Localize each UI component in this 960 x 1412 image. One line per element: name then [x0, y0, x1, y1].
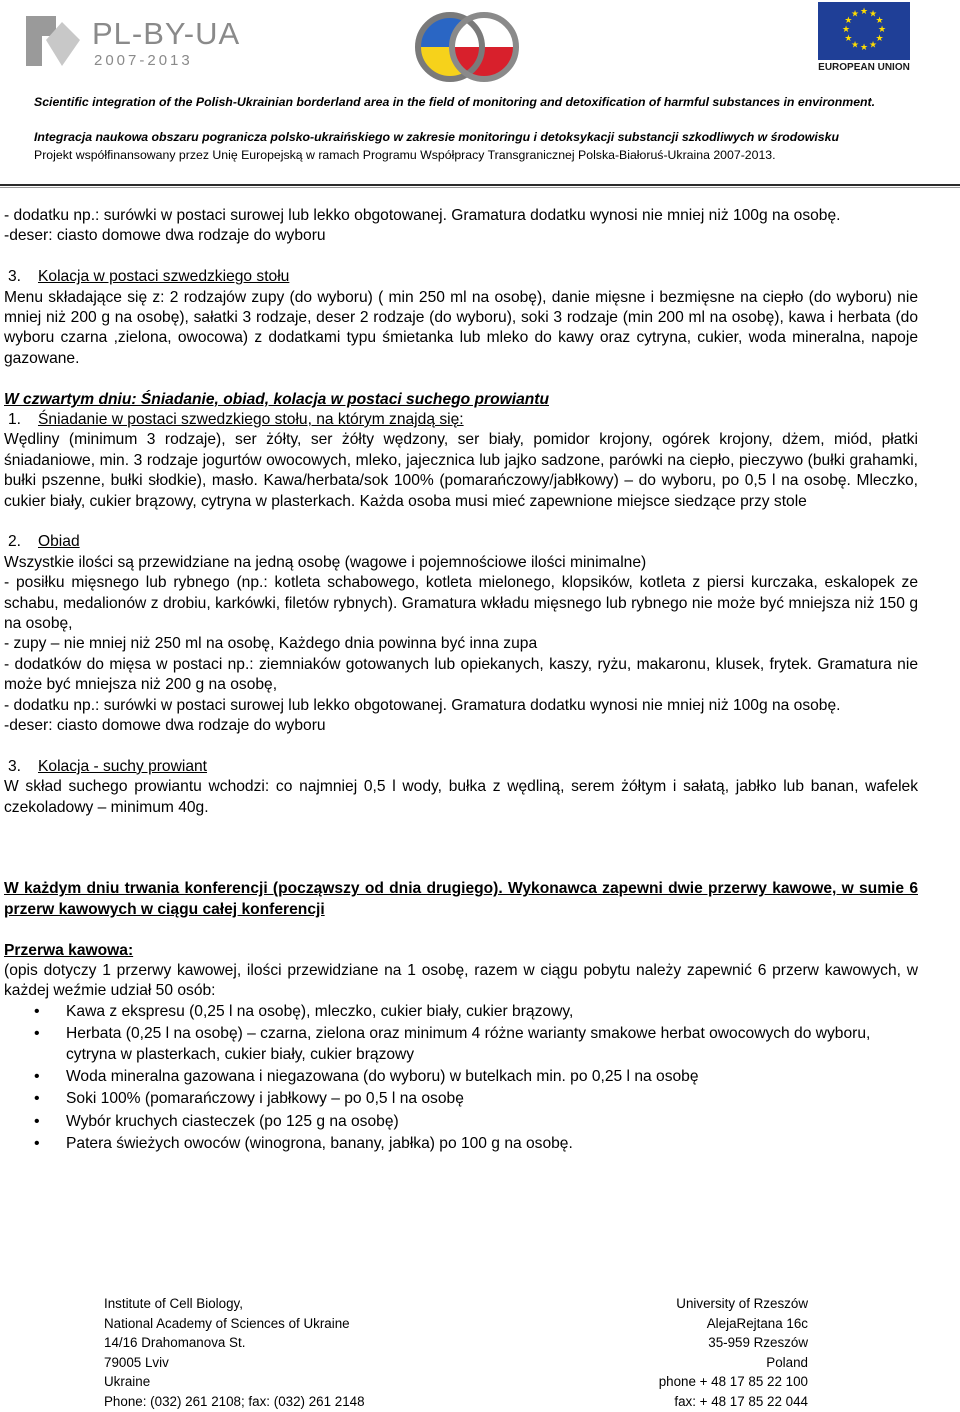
paragraph: Menu składające się z: 2 rodzajów zupy (do wyboru) ( min 250 ml na osobę), danie mięsne i bezmięsne na ciepło (do wyboru) nie mniej niż 200 g na osobę), sałatki 3 rodzaje, deser 2 rodzaje (do wyboru), soki 3 rodzaje (min 200 ml na osobę), kawa i herbata (do wyboru czarna ,zielona, owocowa) z dodatkami typu śmietanka lub mleko do kawy oraz cytryna, cukier, woda mineralna, napoje gazowane. — [4, 288, 918, 367]
section-heading — [4, 410, 918, 430]
eu-star-icon: ★ — [868, 8, 878, 19]
footer-line: fax: + 48 17 85 22 044 — [674, 1393, 808, 1409]
eu-star-icon: ★ — [859, 6, 869, 16]
section-heading — [4, 532, 918, 552]
paragraph: -deser: ciasto domowe dwa rodzaje do wyboru — [4, 717, 326, 735]
paragraph: Wszystkie ilości są przewidziane na jedną osobę (wagowe i pojemnościowe ilości minimalne) — [4, 553, 647, 571]
list-item: • Wybór kruchych ciasteczek (po 125 g na osobę) — [4, 1112, 918, 1132]
list-item: • Herbata (0,25 l na osobę) – czarna, zielona oraz minimum 4 różne warianty smakowe herbat owocowych do wyboru, cytryna w plasterkach, cukier biały, cukier brązowy — [4, 1024, 918, 1065]
coffee-break-list — [4, 1002, 918, 1155]
logo-name: PL-BY-UA — [92, 16, 241, 51]
footer-line: Institute of Cell Biology, — [104, 1296, 243, 1311]
footer-line: phone + 48 17 85 22 100 — [658, 1374, 808, 1390]
header-project-note: Projekt współfinansowany przez Unię Europejską w ramach Programu Współpracy Transgranicznej Polska-Białoruś-Ukraina 2007-2013. — [34, 148, 776, 162]
header-divider — [0, 184, 960, 188]
section-heading — [4, 267, 918, 287]
paragraph: - dodatku np.: surówki w postaci surowej lub lekko obgotowanej. Gramatura dodatku wynosi nie mniej niż 100g na osobę. — [4, 207, 841, 224]
coffee-break-heading: W każdym dniu trwania konferencji (począwszy od dnia drugiego). Wykonawca zapewni dwie przerwy kawowe, w sumie 6 przerw kawowych w ciągu całej konferencji — [4, 880, 918, 918]
section-title: Kolacja w postaci szwedzkiego stołu — [38, 268, 290, 286]
section-number: 3. — [8, 268, 22, 286]
section-title: Śniadanie w postaci szwedzkiego stołu, na którym znajdą się: — [38, 411, 464, 429]
list-item: • Kawa z ekspresu (0,25 l na osobę), mleczko, cukier biały, cukier brązowy, — [4, 1002, 918, 1022]
eu-star-icon: ★ — [859, 42, 869, 52]
pl-by-ua-logo — [22, 8, 241, 70]
section-heading — [4, 757, 918, 777]
footer-address-poland — [488, 1294, 808, 1412]
footer-line: 35-959 Rzeszów — [708, 1335, 808, 1351]
logo-years: 2007-2013 — [94, 52, 193, 69]
eu-star-icon: ★ — [841, 24, 851, 34]
paragraph: -deser: ciasto domowe dwa rodzaje do wyboru — [4, 227, 326, 245]
day-heading: W czwartym dniu: Śniadanie, obiad, kolacja w postaci suchego prowiantu — [4, 390, 550, 408]
paragraph: (opis dotyczy 1 przerwy kawowej, ilości przewidziane na 1 osobę, razem w ciągu pobytu należy zapewnić 6 przerw kawowych, w każdej weźmie udział 50 osób: — [4, 961, 918, 1000]
footer-line: 14/16 Drahomanova St. — [104, 1335, 246, 1351]
footer-line: Poland — [766, 1354, 808, 1370]
list-item: • Soki 100% (pomarańczowy i jabłkowy – po 0,5 l na osobę — [4, 1089, 918, 1109]
footer-line: Ukraine — [104, 1374, 151, 1390]
european-union-logo — [818, 2, 910, 74]
eu-caption: EUROPEAN UNION — [818, 62, 910, 73]
coffee-break-title: Przerwa kawowa: — [4, 941, 134, 959]
list-item: • Patera świeżych owoców (winogrona, banany, jabłka) po 100 g na osobę. — [4, 1134, 918, 1154]
footer-line: Phone: (032) 261 2108; fax: (032) 261 2148 — [104, 1393, 365, 1409]
paragraph: - posiłku mięsnego lub rybnego (np.: kotleta schabowego, kotleta mielonego, klopsików, kotleta z piersi kurczaka, eskalopek ze schabu, medalionów z drobiu, karkówki, filetów rybnych). Gramatura wkładu mięsnego lub rybnego nie może być mniejsza niż 150 g na osobę, — [4, 574, 918, 633]
eu-star-icon: ★ — [844, 15, 853, 25]
paragraph: W skład suchego prowiantu wchodzi: co najmniej 0,5 l wody, bułka z wędliną, serem żółtym i sałatą, jabłko lub banan, wafelek czekoladowy – minimum 40g. — [4, 778, 918, 816]
header-english-title: Scientific integration of the Polish-Ukrainian borderland area in the field of monitoring and detoxification of harmful substances in environment. — [34, 95, 876, 109]
list-item: • Woda mineralna gazowana i niegazowana (do wyboru) w butelkach min. po 0,25 l na osobę — [4, 1067, 918, 1087]
footer-line: AlejaRejtana 16c — [706, 1315, 808, 1331]
eu-star-icon: ★ — [875, 33, 884, 43]
pl-by-ua-emblem-icon — [22, 12, 84, 70]
eu-star-icon: ★ — [868, 39, 878, 50]
footer-address-ukraine — [104, 1294, 464, 1412]
eu-star-icon: ★ — [844, 33, 853, 43]
paragraph: - dodatku np.: surówki w postaci surowej lub lekko obgotowanej. Gramatura dodatku wynosi nie mniej niż 100g na osobę. — [4, 696, 841, 714]
eu-star-icon: ★ — [850, 8, 860, 19]
section-number: 1. — [8, 411, 22, 429]
header-polish-title: Integracja naukowa obszaru pogranicza polsko-ukraińskiego w zakresie monitoringu i detoksykacji substancji szkodliwych w środowisku — [34, 130, 839, 144]
eu-star-icon: ★ — [877, 24, 887, 34]
footer-line: National Academy of Sciences of Ukraine — [104, 1315, 350, 1331]
ukraine-poland-rings-icon — [412, 8, 522, 86]
paragraph: Wędliny (minimum 3 rodzaje), ser żółty, ser żółty wędzony, ser biały, pomidor krojony, ogórek krojony, dżem, miód, płatki śniadaniowe, min. 3 rodzaje jogurtów owocowych, mleko, jajecznica lub jajko sadzone, parówki na ciepło, pieczywo (bułki grahamki, bułki pszenne, bułki słodkie), masło. Kawa/herbata/sok 100% (pomarańczowy/jabłkowy) – do wyboru, po 0,5 l na osobę. Mleczko, cukier biały, cukier brązowy, cytryna w plasterkach. Każda osoba musi mieć zapewnione miejsce siedzące przy stole — [4, 431, 918, 510]
eu-star-icon: ★ — [850, 39, 860, 50]
section-number: 3. — [8, 757, 22, 775]
section-number: 2. — [8, 533, 22, 551]
eu-star-icon: ★ — [875, 15, 884, 25]
footer-line: 79005 Lviv — [104, 1354, 169, 1370]
footer-line: University of Rzeszów — [676, 1296, 808, 1311]
section-title: Obiad — [38, 533, 80, 551]
eu-flag-icon — [818, 2, 910, 60]
document-body — [4, 206, 918, 1155]
paragraph: - zupy – nie mniej niż 250 ml na osobę, Każdego dnia powinna być inna zupa — [4, 635, 538, 653]
paragraph: - dodatków do mięsa w postaci np.: ziemniaków gotowanych lub opiekanych, kaszy, ryżu, makaronu, klusek, frytek. Gramatura nie może być mniejsza niż 200 g na osobę, — [4, 655, 918, 694]
section-title: Kolacja - suchy prowiant — [38, 757, 208, 775]
